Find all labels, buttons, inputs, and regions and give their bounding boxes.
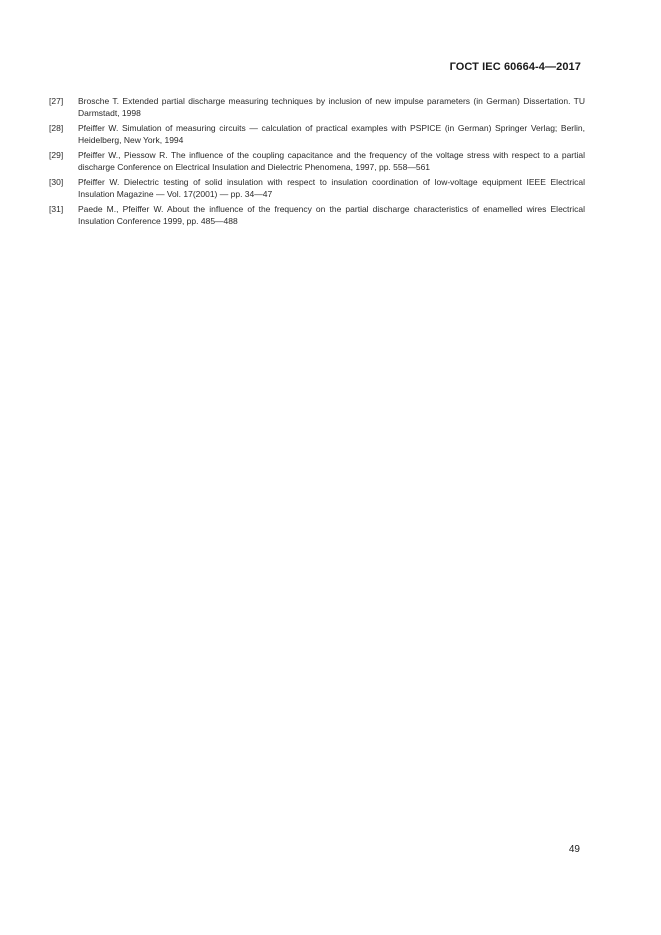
bibliography-list [49,96,585,231]
reference-text: Paede M., Pfeiffer W. About the influence of the frequency on the partial discharge characteristics of enamelled wires Electrical Insulation Conference 1999, pp. 485—488 [78,204,585,226]
reference-item [49,204,585,227]
reference-number: [30] [49,177,64,187]
reference-item [49,123,585,146]
reference-text: Pfeiffer W., Piessow R. The influence of the coupling capacitance and the frequency of the voltage stress with respect to a partial discharge Conference on Electrical Insulation and Dielectric Phenomena, 1997, pp. 558—561 [78,150,585,172]
page-number: 49 [568,844,580,855]
reference-number: [28] [49,123,64,133]
reference-number: [31] [49,204,64,214]
reference-text: Pfeiffer W. Simulation of measuring circuits — calculation of practical examples with PSPICE (in German) Springer Verlag; Berlin, Heidelberg, New York, 1994 [78,123,585,145]
reference-item [49,96,585,119]
document-header: ГОСТ IEC 60664-4—2017 [449,61,581,73]
reference-text: Brosche T. Extended partial discharge measuring techniques by inclusion of new impulse parameters (in German) Dissertation. TU Darmstadt, 1998 [78,96,585,118]
reference-number: [29] [49,150,64,160]
reference-item [49,150,585,173]
reference-text: Pfeiffer W. Dielectric testing of solid insulation with respect to insulation coordination of low-voltage equipment IEEE Electrical Insulation Magazine — Vol. 17(2001) — pp. 34—47 [78,177,585,199]
reference-item [49,177,585,200]
reference-number: [27] [49,96,64,106]
